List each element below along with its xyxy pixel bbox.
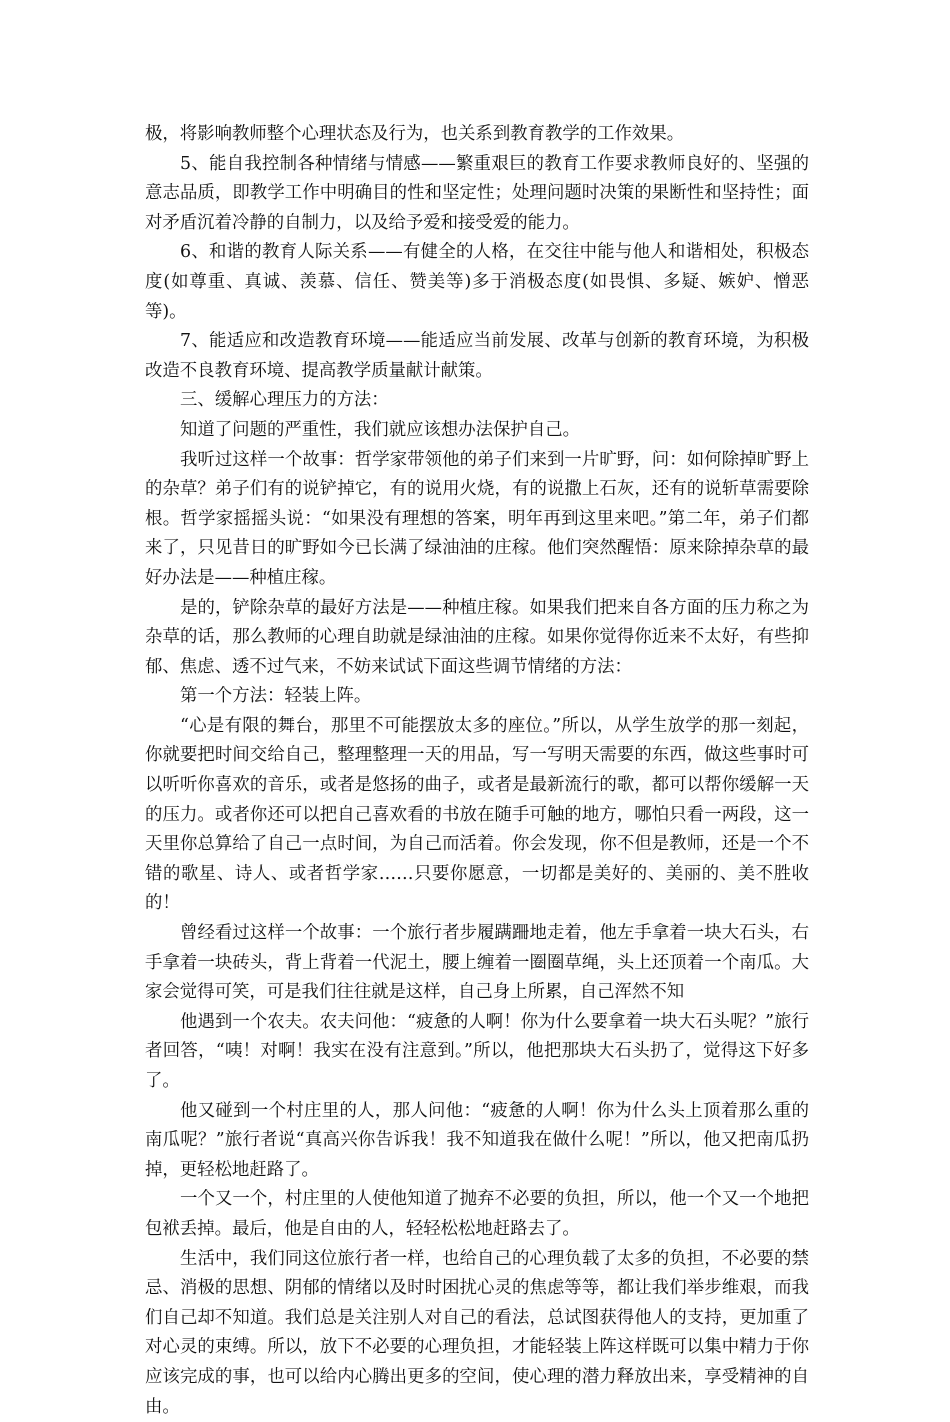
method-one-heading: 第一个方法：轻装上阵。 xyxy=(180,686,372,707)
paragraph-continuation: 极，将影响教师整个心理状态及行为，也关系到教育教学的工作效果。 xyxy=(145,124,685,144)
paragraph-philosopher-story: 我听过这样一个故事：哲学家带领他的弟子们来到一片旷野，问：如何除掉旷野上的杂草？弟子们有的说铲掉它，有的说用火烧，有的说撒上石灰，还有的说斩草需要除根。哲学家摇摇头说：“如果没有理想的答案，明年再到这里来吧。”第二年，弟子们都来了，只见昔日的旷野如今已长满了绿油油的庄稼。他们突然醒悟：原来除掉杂草的最好办法是——种植庄稼。 xyxy=(145,449,809,588)
paragraph-item-7-environment: 7、能适应和改造教育环境——能适应当前发展、改革与创新的教育环境，为积极改造不良教育环境、提高教学质量献计献策。 xyxy=(145,331,809,381)
paragraph-farmer: 他遇到一个农夫。农夫问他：“疲惫的人啊！你为什么要拿着一块大石头呢？”旅行者回答，“咦！对啊！我实在没有注意到。”所以，他把那块大石头扔了，觉得这下好多了。 xyxy=(145,1011,809,1091)
paragraph-villager: 他又碰到一个村庄里的人，那人问他：“疲惫的人啊！你为什么头上顶着那么重的南瓜呢？”旅行者说“真高兴你告诉我！我不知道我在做什么呢！”所以，他又把南瓜扔掉，更轻松地赶路了。 xyxy=(145,1100,809,1180)
paragraph-item-6-relationships: 6、和谐的教育人际关系——有健全的人格，在交往中能与他人和谐相处，积极态度(如尊重、真诚、羡慕、信任、赞美等)多于消极态度(如畏惧、多疑、嫉妒、憎恶等)。 xyxy=(145,242,809,322)
section-heading-methods: 三、缓解心理压力的方法： xyxy=(180,390,389,411)
document-page xyxy=(145,120,809,1422)
paragraph-conclusion: 生活中，我们同这位旅行者一样，也给自己的心理负载了太多的负担，不必要的禁忌、消极的思想、阴郁的情绪以及时时困扰心灵的焦虑等等，都让我们举步维艰，而我们自己却不知道。我们总是关注别人对自己的看法，总试图获得他人的支持，更加重了对心灵的束缚。所以，放下不必要的心理负担，才能轻装上阵这样既可以集中精力于你应该完成的事，也可以给内心腾出更多的空间，使心理的潜力释放出来，享受精神的自由。 xyxy=(145,1248,809,1417)
paragraph-weeding-method: 是的，铲除杂草的最好方法是——种植庄稼。如果我们把来自各方面的压力称之为杂草的话，那么教师的心理自助就是绿油油的庄稼。如果你觉得你近来不太好，有些抑郁、焦虑、透不过气来，不妨来试试下面这些调节情绪的方法： xyxy=(145,597,809,677)
paragraph-intro: 知道了问题的严重性，我们就应该想办法保护自己。 xyxy=(180,419,580,440)
paragraph-limited-stage: “心是有限的舞台，那里不可能摆放太多的座位。”所以，从学生放学的那一刻起，你就要把时间交给自己，整理整理一天的用品，写一写明天需要的东西，做这些事时可以听听你喜欢的音乐，或者是悠扬的曲子，或者是最新流行的歌，都可以帮你缓解一天的压力。或者你还可以把自己喜欢看的书放在随手可触的地方，哪怕只看一两段，这一天里你总算给了自己一点时间，为自己而活着。你会发现，你不但是教师，还是一个不错的歌星、诗人、或者哲学家……只要你愿意，一切都是美好的、美丽的、美不胜收的！ xyxy=(145,715,809,914)
paragraph-item-5-self-control: 5、能自我控制各种情绪与情感——繁重艰巨的教育工作要求教师良好的、坚强的意志品质，即教学工作中明确目的性和坚定性；处理问题时决策的果断性和坚持性；面对矛盾沉着冷静的自制力，以及给予爱和接受爱的能力。 xyxy=(145,153,809,233)
paragraph-traveler-story: 曾经看过这样一个故事：一个旅行者步履蹒跚地走着，他左手拿着一块大石头，右手拿着一块砖头，背上背着一代泥土，腰上缠着一圈圈草绳，头上还顶着一个南瓜。大家会觉得可笑，可是我们往往就是这样，自己身上所累，自己浑然不知 xyxy=(145,923,809,1003)
paragraph-one-by-one: 一个又一个，村庄里的人使他知道了抛弃不必要的负担，所以，他一个又一个地把包袱丢掉。最后，他是自由的人，轻轻松松地赶路去了。 xyxy=(145,1189,809,1239)
